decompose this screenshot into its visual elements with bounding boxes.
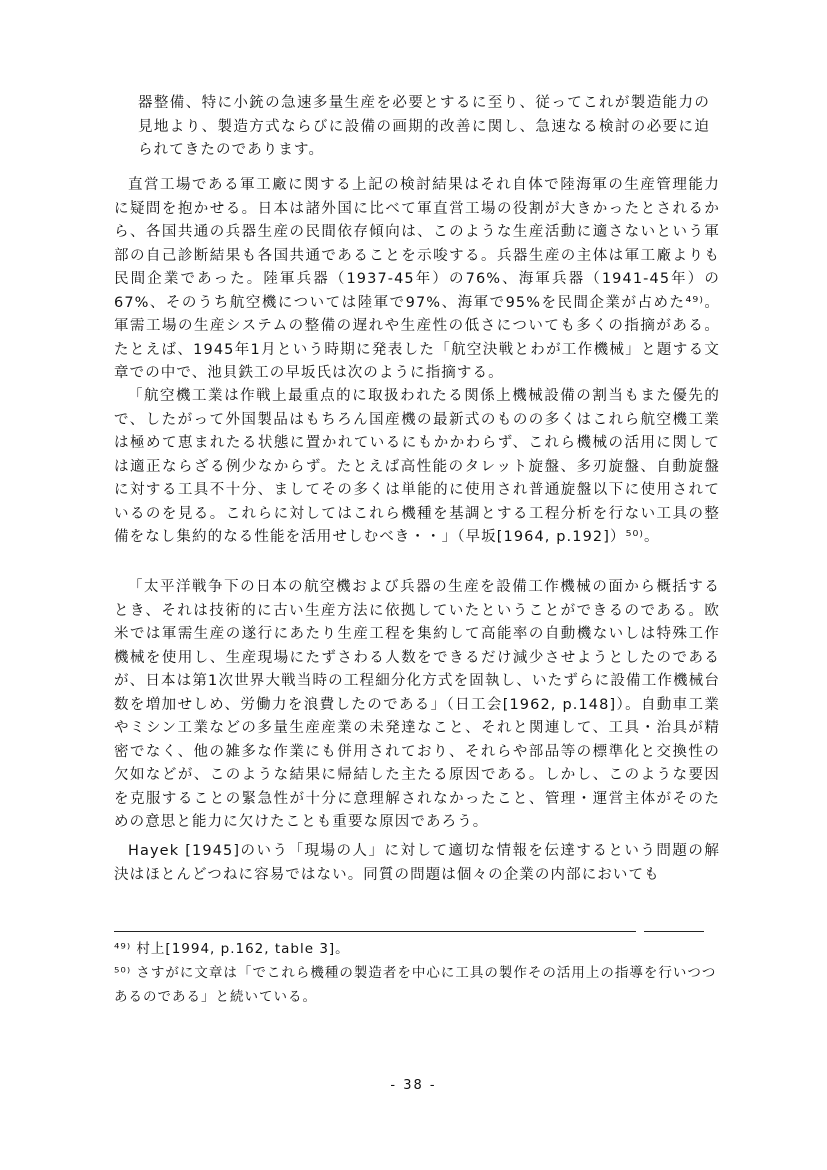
paragraph-4: Hayek [1945]のいう「現場の人」に対して適切な情報を伝達するという問題の解決はほとんどつねに容易ではない。同質の問題は個々の企業の内部においても [114,843,720,883]
footnote-50: ⁵⁰⁾ さすがに文章は「でこれら機種の製造者を中心に工具の製作その活用上の指導を行いつつあるのである」と続いている。 [114,965,717,1005]
paragraph-1: 直営工場である軍工廠に関する上記の検討結果はそれ自体で陸海軍の生産管理能力に疑問を抱かせる。日本は諸外国に比べて軍直営工場の役割が大きかったとされるから、各国共通の兵器生産の民間依存傾向は、このような生産活動に適さないという軍部の自己診断結果も各国共通であることを示唆する。兵器生産の主体は軍工廠よりも民間企業であった。陸軍兵器（1937-45年）の76%、海軍兵器（1941-45年）の67%、そのうち航空機については陸軍で97%、海軍で95%を民間企業が占めた⁴⁹⁾。軍需工場の生産システムの整備の遅れや生産性の低さについても多くの指摘がある。たとえば、1945年1月という時期に発表した「航空決戦とわが工作機械」と題する文章での中で、池貝鉄工の早坂氏は次のように指摘する。 [114,177,720,381]
quote-block-continued: 器整備、特に小銃の急速多量生産を必要とするに至り、従ってこれが製造能力の見地より、製造方式ならびに設備の画期的改善に関し、急速なる検討の必要に迫られてきたのであります。 [138,95,710,158]
footnote-divider-short [644,931,704,932]
footnote-49: ⁴⁹⁾ 村上[1994, p.162, table 3]。 [114,941,350,957]
paragraph-2-quote: 「航空機工業は作戦上最重点的に取扱われたる関係上機械設備の割当もまた優先的で、したがって外国製品はもちろん国産機の最新式のものの多くはこれら航空機工業は極めて恵まれたる状態に置かれているにもかかわらず、これら機械の活用に関しては適正ならざる例少なからず。たとえば高性能のタレット旋盤、多刃旋盤、自動旋盤に対する工具不十分、ましてその多くは単能的に使用され普通旋盤以下に使用されているのを見る。これらに対してはこれら機種を基調とする工程分析を行ない工具の整備をなし集約的なる性能を活用せしむべき・・」（早坂[1964, p.192]）⁵⁰⁾。 [114,388,720,545]
page-number: - 38 - [390,1078,437,1093]
footnote-divider [114,931,636,932]
paragraph-3: 「太平洋戦争下の日本の航空機および兵器の生産を設備工作機械の面から概括するとき、それは技術的に古い生産方法に依拠していたということができるのである。欧米では軍需生産の遂行にあたり生産工程を集約して高能率の自動機ないしは特殊工作機械を使用し、生産現場にたずさわる人数をできるだけ減少させようとしたのであるが、日本は第1次世界大戦当時の工程細分化方式を固執し、いたずらに設備工作機械台数を増加せしめ、労働力を浪費したのである」（日工会[1962, p.148]）。自動車工業やミシン工業などの多量生産産業の未発達なこと、それと関連して、工具・治具が精密でなく、他の雑多な作業にも併用されており、それらや部品等の標準化と交換性の欠如などが、このような結果に帰結した主たる原因である。しかし、このような要因を克服することの緊急性が十分に意理解されなかったこと、管理・運営主体がそのための意思と能力に欠けたことも重要な原因であろう。 [114,579,720,830]
